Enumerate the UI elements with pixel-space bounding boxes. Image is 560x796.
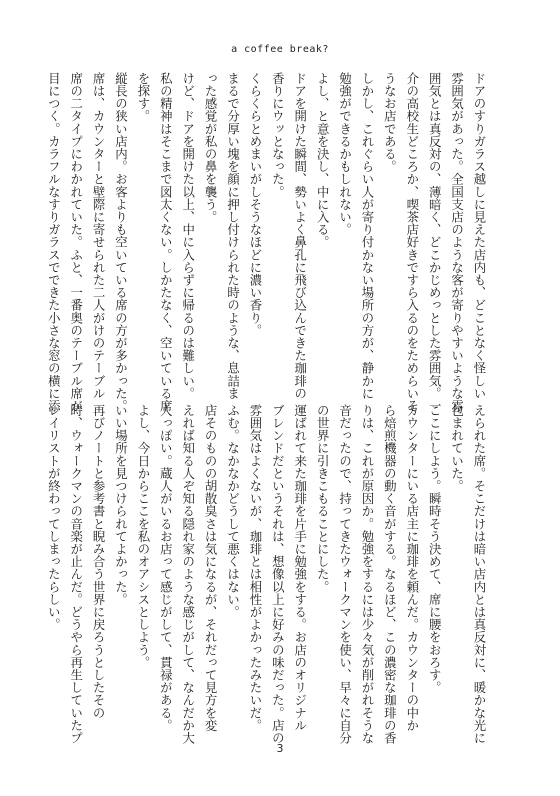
running-header: a coffee break?: [231, 44, 329, 55]
page-number: 3: [276, 742, 284, 755]
text-line: えれば知る人ぞ知る隠れ家のような感じがして、なんだか大: [180, 404, 196, 745]
text-line: 店そのものの胡散臭さは気になるが、それだって見方を変: [203, 404, 219, 732]
text-line: 目につく。カラフルなすりガラスでできた小さな窓の横に添: [46, 72, 62, 413]
text-line: 席の二タイプにわかれていた。ふと、一番奥のテーブル席が: [68, 72, 84, 413]
text-line: 再びノートと参考書と睨み合う世界に戻ろうとしたその: [91, 404, 107, 719]
text-line: ドアを開けた瞬間、勢いよく鼻孔に飛び込んできた珈琲の: [292, 72, 308, 400]
text-line: まるで分厚い塊を顔に押し付けられた時のような、息詰ま: [225, 72, 241, 400]
text-line: いい場所を見つけられてよかった。: [113, 404, 129, 606]
text-block-bottom: [46, 404, 490, 745]
text-line: 時、ウォークマンの音楽が止んだ。どうやら再生していたプ: [68, 404, 84, 745]
text-line: よし、今日からここを私のオアシスとしよう。: [135, 404, 151, 669]
text-line: うなお店である。: [382, 72, 398, 173]
text-line: 雰囲気があった。全国支店のような客が寄りやすいような雰: [449, 72, 465, 413]
text-line: えられた席。そこだけは暗い店内とは真反対に、暖かな光に: [472, 404, 487, 745]
text-line: を探す。: [135, 72, 151, 123]
text-line: の世界に引きこもることにした。: [315, 404, 331, 593]
text-line: よし、と意を決し、中に入る。: [315, 72, 331, 249]
text-line: ブレンドだというそれは、想像以上に好みの味だった。店の: [270, 404, 286, 745]
text-line: りは、これが原因か。勉強をするには少々気が削がれそうな: [359, 404, 375, 745]
text-line: ドアのすりガラス越しに見えた店内も、どことなく怪しい: [472, 72, 487, 400]
text-line: ふむ。なかなかどうして悪くはない。: [225, 404, 241, 619]
text-line: ら焙煎機器の動く音がする。なるほど、この濃密な珈琲の香: [382, 404, 398, 745]
text-line: レイリストが終わってしまったらしい。: [46, 404, 62, 631]
text-line: った感覚が私の鼻を襲う。: [203, 72, 219, 224]
text-line: 席は、カウンターと壁際に寄せられた二人がけのテーブル: [91, 72, 107, 400]
text-line: 人っぽい。蔵人がいるお店って感じがして、貫禄がある。: [158, 404, 174, 732]
text-line: しかし、これぐらい人が寄り付かない場所の方が、静かに: [359, 72, 375, 400]
text-line: けど、ドアを開けた以上、中に入らずに帰るのは難しい。: [180, 72, 196, 400]
text-block-top: [46, 72, 490, 413]
text-line: 勉強ができるかもしれない。: [337, 72, 353, 236]
text-line: 音だったので、持ってきたウォークマンを使い、早々に自分: [337, 404, 353, 745]
text-line: カウンターにいる店主に珈琲を頼んだ。カウンターの中か: [404, 404, 420, 732]
text-line: くらくらとめまいがしそうなほどに濃い香り。: [247, 72, 263, 337]
text-line: 囲気とは真反対の、薄暗く、どこかじめっとした雰囲気。一: [427, 72, 443, 413]
text-line: 香りにウッとなった。: [270, 72, 286, 198]
text-line: 包まれていた。: [449, 404, 465, 493]
text-line: ここにしよう。瞬時そう決めて、席に腰をおろす。: [427, 404, 443, 694]
text-line: 縦長の狭い店内。お客よりも空いている席の方が多かった。: [113, 72, 129, 413]
text-line: 私の精神はそこまで図太くない。しかたなく、空いている席: [158, 72, 174, 413]
text-line: 介の高校生どころか、喫茶店好きですら入るのをためらいそ: [404, 72, 420, 413]
text-line: 運ばれて来た珈琲を片手に勉強をする。お店のオリジナル: [292, 404, 308, 732]
text-line: 雰囲気はよくないが、珈琲とは相性がよかったみたいだ。: [247, 404, 263, 732]
